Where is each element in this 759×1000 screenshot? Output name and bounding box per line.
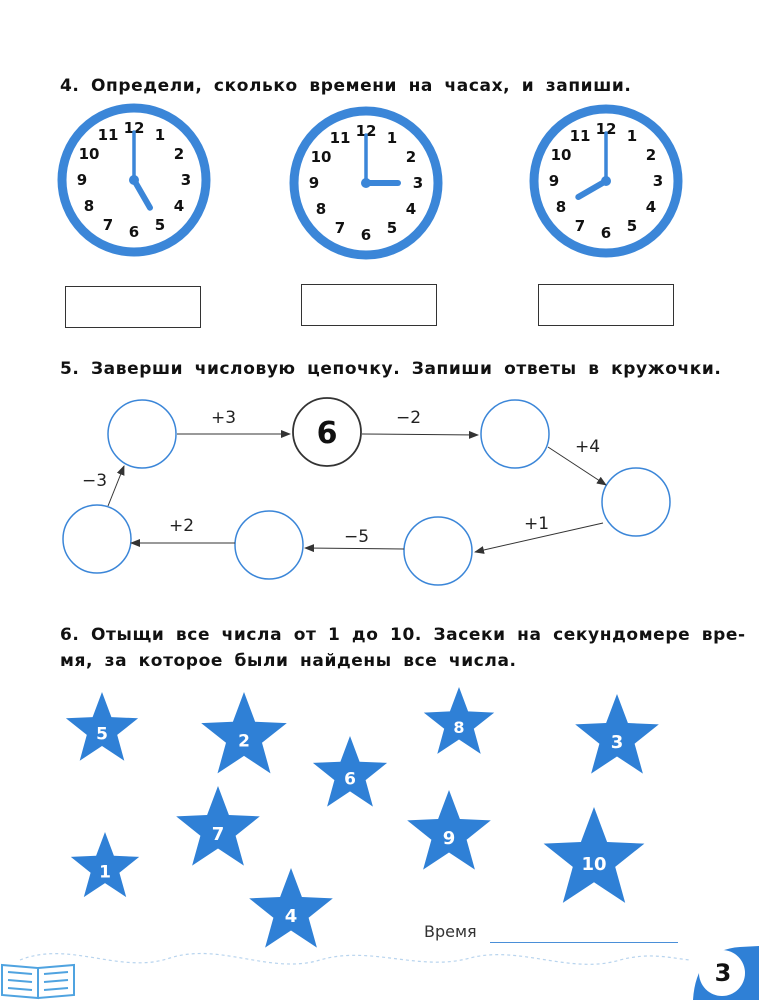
op-label-3: +4 bbox=[575, 437, 601, 457]
clock-numeral: 6 bbox=[128, 223, 140, 241]
clock-numeral: 11 bbox=[329, 129, 351, 147]
clock-numeral: 3 bbox=[412, 174, 424, 192]
clock-numeral: 10 bbox=[310, 148, 332, 166]
op-label-4: +1 bbox=[524, 514, 550, 534]
clock-numeral: 7 bbox=[334, 219, 346, 237]
task-4-title: 4. Определи, сколько времени на часах, и запиши. bbox=[60, 76, 632, 96]
time-label: Время bbox=[424, 922, 477, 941]
star-number: 8 bbox=[453, 718, 465, 738]
clock-numeral: 4 bbox=[645, 198, 657, 216]
star-number: 4 bbox=[284, 905, 298, 927]
clock-numeral: 9 bbox=[308, 174, 320, 192]
clock-numeral: 5 bbox=[386, 219, 398, 237]
task-6-title-line-2: мя, за которое были найдены все числа. bbox=[60, 651, 517, 671]
clock-numeral: 3 bbox=[652, 172, 664, 190]
clock-numeral: 8 bbox=[315, 200, 327, 218]
clock-numeral: 5 bbox=[154, 216, 166, 234]
clock-numeral: 8 bbox=[555, 198, 567, 216]
clock-numeral: 6 bbox=[600, 224, 612, 242]
star-number: 1 bbox=[99, 862, 111, 883]
clock-numeral: 12 bbox=[355, 122, 377, 140]
chain-given-value: 6 bbox=[316, 416, 338, 451]
clock-numeral: 11 bbox=[97, 126, 119, 144]
clock-numeral: 2 bbox=[405, 148, 417, 166]
clock-numeral: 6 bbox=[360, 226, 372, 244]
clock-numeral: 12 bbox=[595, 120, 617, 138]
clock-numeral: 3 bbox=[180, 171, 192, 189]
clock-numeral: 4 bbox=[173, 197, 185, 215]
star-number: 5 bbox=[96, 724, 108, 745]
book-icon bbox=[2, 965, 74, 998]
op-label-7: −3 bbox=[82, 471, 108, 491]
op-label-1: +3 bbox=[211, 408, 237, 428]
clock-numeral: 11 bbox=[569, 127, 591, 145]
star-number: 2 bbox=[238, 731, 250, 752]
clock-numeral: 2 bbox=[645, 146, 657, 164]
task-6-title-line-1: 6. Отыщи все числа от 1 до 10. Засеки на секундомере вре- bbox=[60, 625, 746, 645]
page-number: 3 bbox=[714, 959, 732, 987]
clock-numeral: 8 bbox=[83, 197, 95, 215]
clock-numeral: 1 bbox=[626, 127, 638, 145]
clock-numeral: 9 bbox=[548, 172, 560, 190]
clock-numeral: 12 bbox=[123, 119, 145, 137]
op-label-2: −2 bbox=[396, 408, 422, 428]
clock-numeral: 1 bbox=[386, 129, 398, 147]
clock-numeral: 2 bbox=[173, 145, 185, 163]
clock-numeral: 7 bbox=[102, 216, 114, 234]
clock-numeral: 5 bbox=[626, 217, 638, 235]
task-5-title: 5. Заверши числовую цепочку. Запиши ответы в кружочки. bbox=[60, 359, 722, 379]
star-number: 9 bbox=[442, 827, 456, 849]
op-label-6: +2 bbox=[169, 516, 195, 536]
star-number: 10 bbox=[581, 853, 607, 875]
clock-numeral: 7 bbox=[574, 217, 586, 235]
clock-numeral: 4 bbox=[405, 200, 417, 218]
clock-numeral: 1 bbox=[154, 126, 166, 144]
clock-numeral: 10 bbox=[78, 145, 100, 163]
star-number: 3 bbox=[610, 731, 624, 753]
star-number: 6 bbox=[344, 769, 356, 790]
clock-numeral: 9 bbox=[76, 171, 88, 189]
clock-numeral: 10 bbox=[550, 146, 572, 164]
star-number: 7 bbox=[211, 823, 225, 845]
op-label-5: −5 bbox=[344, 527, 370, 547]
